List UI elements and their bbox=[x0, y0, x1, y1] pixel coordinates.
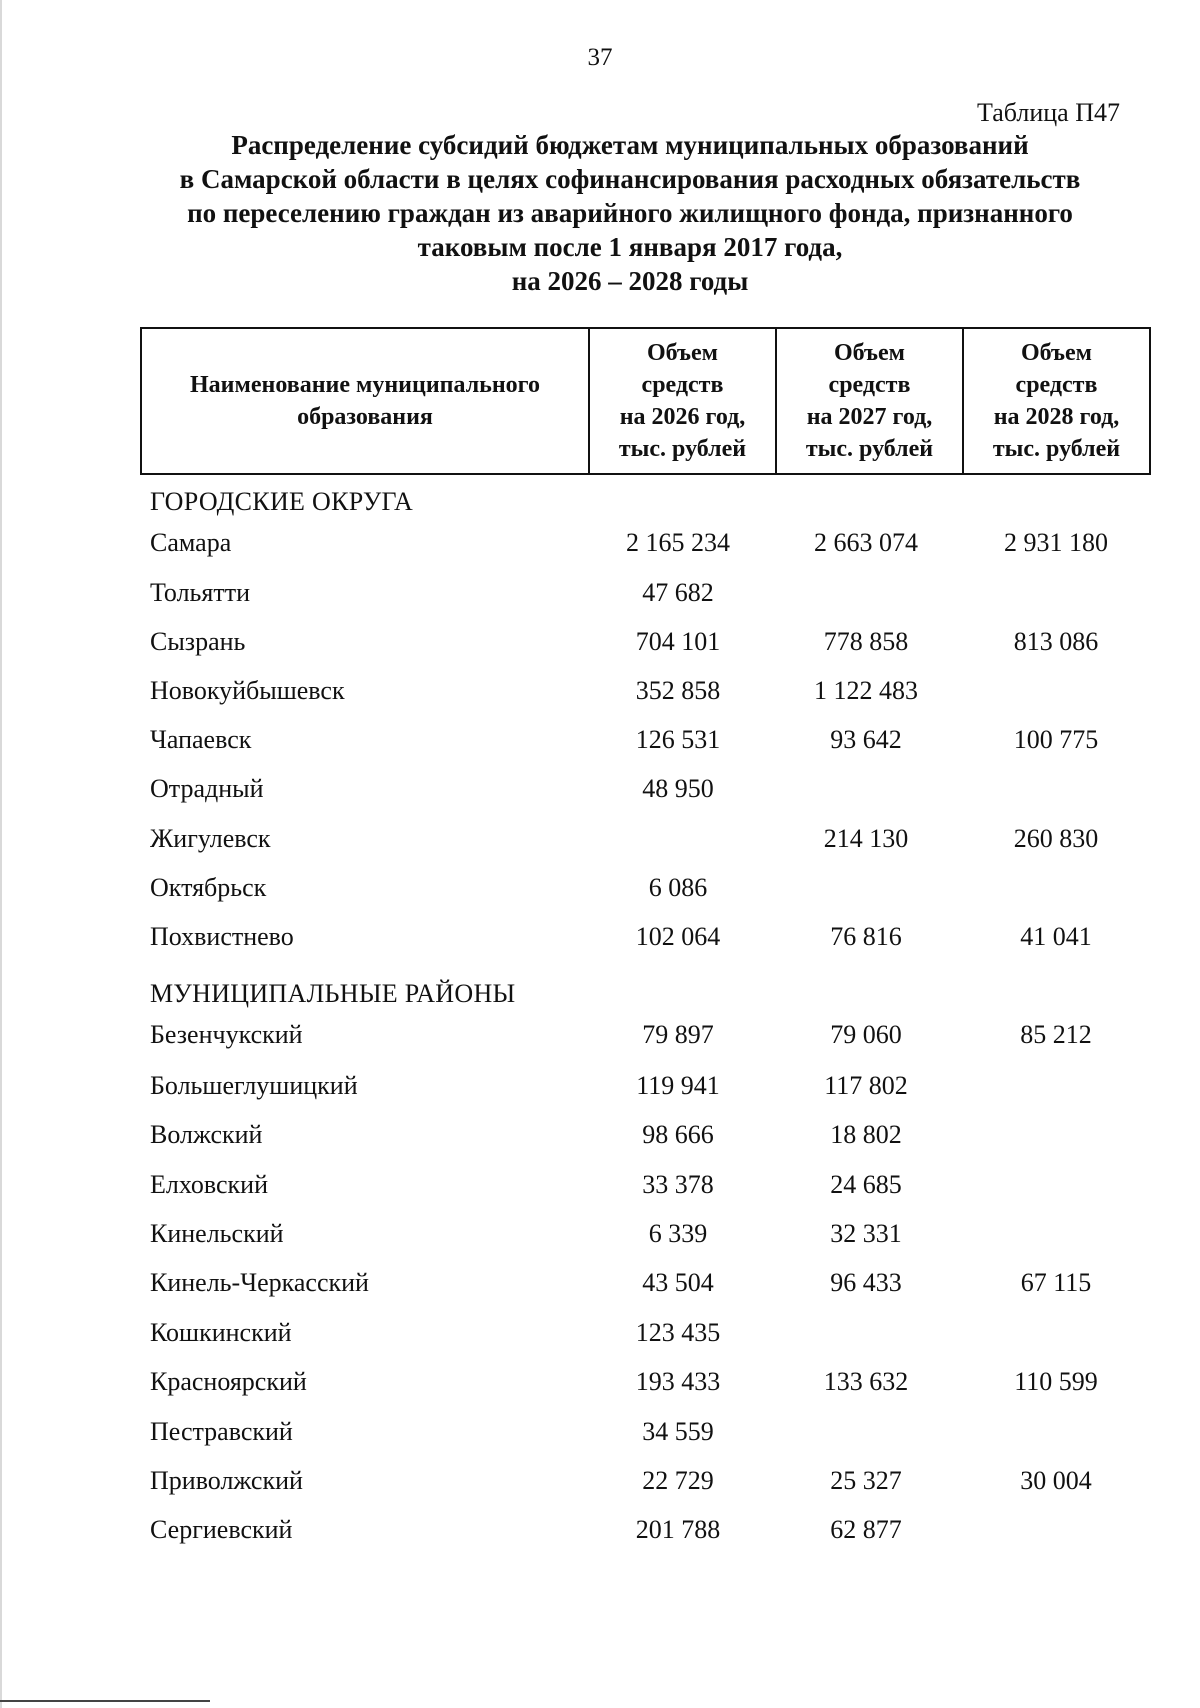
row-name: Сызрань bbox=[150, 627, 246, 656]
value-2027: 214 130 bbox=[823, 824, 909, 853]
column-header-2026: Объем средств на 2026 год, тыс. рублей bbox=[589, 328, 776, 474]
row-name: Сергиевский bbox=[150, 1515, 293, 1544]
value-2028: 2 931 180 bbox=[1004, 528, 1108, 557]
title-line: в Самарской области в целях софинансирования расходных обязательств bbox=[179, 164, 1081, 194]
table-row bbox=[0, 1071, 1200, 1105]
table-row bbox=[0, 1219, 1200, 1253]
row-name: Безенчукский bbox=[150, 1020, 303, 1049]
value-2027: 79 060 bbox=[830, 1020, 902, 1049]
value-2026: 119 941 bbox=[636, 1071, 720, 1100]
value-2027: 2 663 074 bbox=[814, 528, 918, 557]
value-2027: 96 433 bbox=[830, 1268, 902, 1297]
value-2028: 41 041 bbox=[1020, 922, 1092, 951]
row-name: Кошкинский bbox=[150, 1318, 292, 1347]
table-id: Таблица П47 bbox=[977, 98, 1120, 127]
value-2027: 18 802 bbox=[830, 1120, 902, 1149]
section-title-urban-districts: ГОРОДСКИЕ ОКРУГА bbox=[150, 487, 414, 516]
value-2027: 25 327 bbox=[830, 1466, 902, 1495]
value-2026: 102 064 bbox=[635, 922, 721, 951]
column-header-2027: Объем средств на 2027 год, тыс. рублей bbox=[776, 328, 963, 474]
value-2026: 123 435 bbox=[635, 1318, 721, 1347]
row-name: Жигулевск bbox=[150, 824, 271, 853]
value-2028: 30 004 bbox=[1020, 1466, 1092, 1495]
table-row bbox=[0, 873, 1200, 907]
page-number: 37 bbox=[587, 44, 613, 71]
value-2026: 98 666 bbox=[642, 1120, 714, 1149]
table-row bbox=[0, 676, 1200, 710]
table-row bbox=[0, 1367, 1200, 1401]
row-name: Приволжский bbox=[150, 1466, 303, 1495]
table-row bbox=[0, 1268, 1200, 1302]
table-row bbox=[0, 1318, 1200, 1352]
table-row bbox=[0, 774, 1200, 808]
table-row bbox=[0, 824, 1200, 858]
value-2026: 126 531 bbox=[635, 725, 721, 754]
value-2026: 22 729 bbox=[642, 1466, 714, 1495]
column-header-2028: Объем средств на 2028 год, тыс. рублей bbox=[963, 328, 1150, 474]
title-line: Распределение субсидий бюджетам муниципальных образований bbox=[231, 130, 1029, 160]
value-2027: 24 685 bbox=[830, 1170, 902, 1199]
value-2027: 76 816 bbox=[830, 922, 902, 951]
table-row bbox=[0, 1120, 1200, 1154]
value-2026: 6 339 bbox=[648, 1219, 708, 1248]
table-row bbox=[0, 1417, 1200, 1451]
value-2028: 100 775 bbox=[1013, 725, 1099, 754]
value-2026: 201 788 bbox=[635, 1515, 721, 1544]
value-2026: 704 101 bbox=[635, 627, 721, 656]
row-name: Красноярский bbox=[150, 1367, 307, 1396]
table-row bbox=[0, 528, 1200, 562]
value-2026: 352 858 bbox=[635, 676, 721, 705]
table-row bbox=[0, 1515, 1200, 1549]
value-2027: 32 331 bbox=[830, 1219, 902, 1248]
title-line: таковым после 1 января 2017 года, bbox=[417, 232, 843, 262]
row-name: Похвистнево bbox=[150, 922, 294, 951]
value-2026: 79 897 bbox=[642, 1020, 714, 1049]
value-2028: 813 086 bbox=[1013, 627, 1099, 656]
row-name: Большеглушицкий bbox=[150, 1071, 358, 1100]
value-2026: 2 165 234 bbox=[626, 528, 730, 557]
value-2026: 47 682 bbox=[642, 578, 714, 607]
value-2026: 193 433 bbox=[635, 1367, 721, 1396]
value-2026: 43 504 bbox=[642, 1268, 714, 1297]
value-2027: 778 858 bbox=[823, 627, 909, 656]
row-name: Кинель-Черкасский bbox=[150, 1268, 369, 1297]
title-line: на 2026 – 2028 годы bbox=[511, 266, 749, 296]
value-2026: 6 086 bbox=[648, 873, 708, 902]
row-name: Пестравский bbox=[150, 1417, 293, 1446]
title-line: по переселению граждан из аварийного жилищного фонда, признанного bbox=[187, 198, 1073, 228]
row-name: Отрадный bbox=[150, 774, 264, 803]
row-name: Кинельский bbox=[150, 1219, 284, 1248]
value-2028: 260 830 bbox=[1013, 824, 1099, 853]
row-name: Самара bbox=[150, 528, 232, 557]
value-2026: 33 378 bbox=[642, 1170, 714, 1199]
row-name: Тольятти bbox=[150, 578, 251, 607]
table-row bbox=[0, 725, 1200, 759]
value-2027: 1 122 483 bbox=[814, 676, 918, 705]
row-name: Елховский bbox=[150, 1170, 268, 1199]
table-row bbox=[0, 922, 1200, 956]
document-title bbox=[120, 128, 1140, 298]
table-row bbox=[0, 1020, 1200, 1054]
row-name: Чапаевск bbox=[150, 725, 252, 754]
value-2027: 93 642 bbox=[830, 725, 902, 754]
value-2026: 34 559 bbox=[642, 1417, 714, 1446]
table-header bbox=[140, 327, 1151, 475]
column-header-name: Наименование муниципального образования bbox=[141, 328, 589, 474]
table-row bbox=[0, 1466, 1200, 1500]
row-name: Новокуйбышевск bbox=[150, 676, 345, 705]
scan-edge-bottom bbox=[0, 1700, 210, 1702]
value-2028: 67 115 bbox=[1020, 1268, 1092, 1297]
value-2028: 85 212 bbox=[1020, 1020, 1092, 1049]
row-name: Волжский bbox=[150, 1120, 263, 1149]
value-2028: 110 599 bbox=[1014, 1367, 1098, 1396]
value-2027: 117 802 bbox=[824, 1071, 908, 1100]
table-row bbox=[0, 578, 1200, 612]
value-2027: 62 877 bbox=[830, 1515, 902, 1544]
table-row bbox=[0, 627, 1200, 661]
section-title-municipal-districts: МУНИЦИПАЛЬНЫЕ РАЙОНЫ bbox=[150, 979, 516, 1008]
value-2027: 133 632 bbox=[823, 1367, 909, 1396]
value-2026: 48 950 bbox=[642, 774, 714, 803]
table-row bbox=[0, 1170, 1200, 1204]
row-name: Октябрьск bbox=[150, 873, 267, 902]
